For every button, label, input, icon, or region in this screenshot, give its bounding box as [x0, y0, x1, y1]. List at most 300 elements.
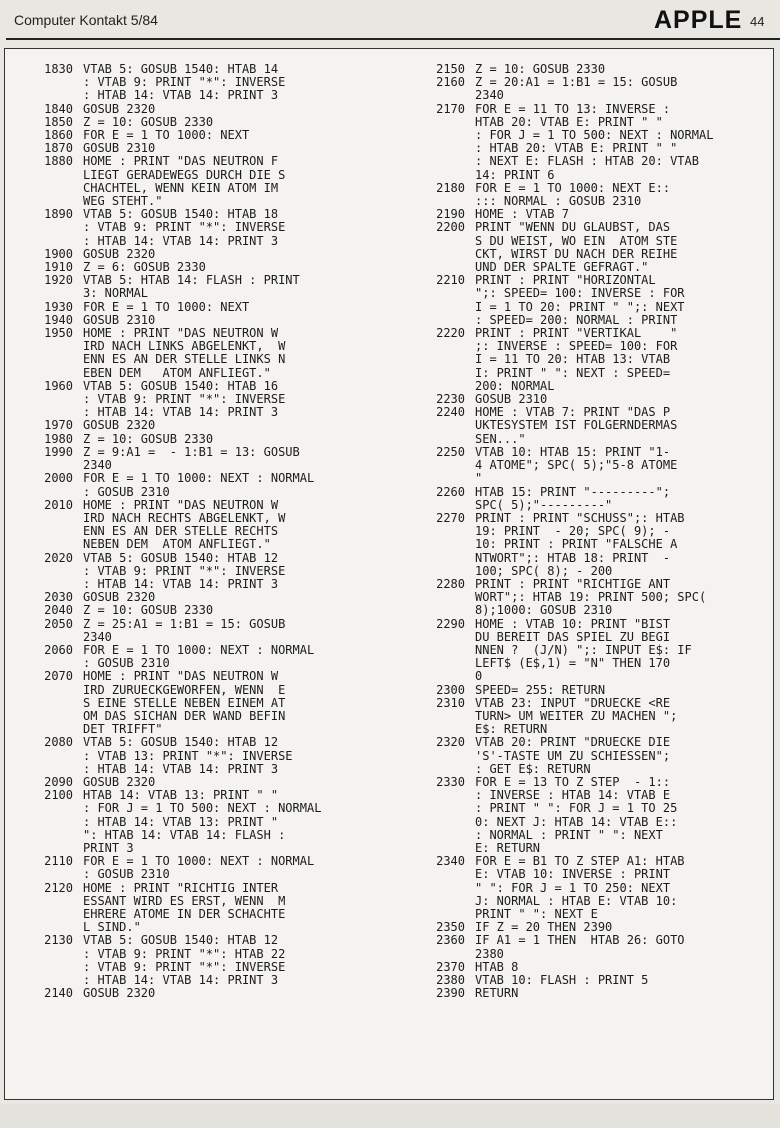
code-text: 0: [475, 669, 483, 684]
code-text: : HTAB 14: VTAB 14: PRINT 3: [83, 576, 279, 591]
listing-continuation: [413, 631, 769, 644]
code-text: 'S'-TASTE UM ZU SCHIESSEN";: [475, 748, 671, 763]
listing-continuation: [21, 750, 421, 763]
listing-continuation: [413, 657, 769, 670]
code-text: HOME : PRINT "DAS NEUTRON W: [83, 669, 279, 684]
listing-continuation: [21, 89, 421, 102]
line-number: [21, 512, 83, 525]
code-text: : HTAB 20: VTAB E: PRINT " ": [475, 141, 678, 156]
listing-continuation: [413, 868, 769, 881]
line-number: [413, 895, 475, 908]
line-number: [413, 882, 475, 895]
line-number: 1950: [44, 326, 73, 341]
line-number: [413, 604, 475, 617]
listing-continuation: [413, 763, 769, 776]
listing-continuation: [21, 182, 421, 195]
line-number: 1910: [44, 260, 73, 275]
code-text: PRINT " ": NEXT E: [475, 907, 598, 921]
code-text: ;: INVERSE : SPEED= 100: FOR: [475, 339, 678, 354]
code-text: : VTAB 9: PRINT "*": INVERSE: [83, 220, 286, 235]
code-text: : HTAB 14: VTAB 14: PRINT 3: [83, 761, 279, 776]
line-number: 2240: [436, 405, 465, 420]
listing-continuation: [21, 763, 421, 776]
code-text: VTAB 5: GOSUB 1540: HTAB 12: [83, 735, 279, 750]
code-text: PRINT : PRINT "VERTIKAL ": [475, 326, 678, 341]
listing-line: [413, 934, 769, 947]
code-text: : GOSUB 2310: [83, 867, 170, 882]
line-number: [413, 129, 475, 142]
line-number: [413, 789, 475, 802]
code-text: TURN> UM WEITER ZU MACHEN ";: [475, 708, 678, 723]
code-text: : GET E$: RETURN: [475, 761, 591, 776]
code-text: : GOSUB 2310: [83, 656, 170, 671]
line-number: 1970: [44, 418, 73, 433]
line-number: [21, 816, 83, 829]
code-text: VTAB 5: HTAB 14: FLASH : PRINT: [83, 273, 300, 288]
line-number: 1890: [44, 207, 73, 222]
code-text: IF A1 = 1 THEN HTAB 26: GOTO: [475, 933, 685, 948]
code-text: EBEN DEM ATOM ANFLIEGT.": [83, 365, 271, 380]
line-number: [21, 538, 83, 551]
code-text: PRINT 3: [83, 840, 134, 855]
code-text: : NORMAL : PRINT " ": NEXT: [475, 827, 663, 842]
code-text: : PRINT " ": FOR J = 1 TO 25: [475, 801, 678, 816]
code-text: EHRERE ATOME IN DER SCHACHTE: [83, 907, 286, 921]
line-number: 2280: [436, 576, 465, 591]
code-text: : HTAB 14: VTAB 14: PRINT 3: [83, 973, 279, 988]
listing-line: [21, 301, 421, 314]
line-number: [413, 657, 475, 670]
line-number: 1870: [44, 141, 73, 156]
listing-line: [21, 248, 421, 261]
listing-continuation: [21, 367, 421, 380]
listing-continuation: [413, 750, 769, 763]
code-text: : HTAB 14: VTAB 14: PRINT 3: [83, 88, 279, 103]
listing-continuation: [413, 604, 769, 617]
listing-continuation: [413, 710, 769, 723]
line-number: [21, 525, 83, 538]
listing-continuation: [21, 948, 421, 961]
line-number: [21, 340, 83, 353]
line-number: [21, 565, 83, 578]
listing-line: [413, 76, 769, 89]
code-text: S DU WEIST, WO EIN ATOM STE: [475, 233, 678, 248]
listing-continuation: [21, 684, 421, 697]
listing-continuation: [413, 829, 769, 842]
line-number: [413, 565, 475, 578]
line-number: [21, 367, 83, 380]
line-number: [413, 670, 475, 683]
code-text: J: NORMAL : HTAB E: VTAB 10:: [475, 893, 678, 908]
line-number: 2230: [436, 392, 465, 407]
listing-line: [413, 486, 769, 499]
listing-continuation: [413, 367, 769, 380]
listing-line: [21, 736, 421, 749]
code-text: : FOR J = 1 TO 500: NEXT : NORMAL: [83, 801, 322, 816]
code-text: Z = 10: GOSUB 2330: [475, 62, 606, 76]
code-text: OM DAS SICHAN DER WAND BEFIN: [83, 708, 286, 723]
listing-continuation: [21, 169, 421, 182]
code-text: I: PRINT " ": NEXT : SPEED=: [475, 365, 671, 380]
listing-line: [21, 987, 421, 1000]
line-number: [413, 710, 475, 723]
section-title: APPLE: [654, 6, 743, 34]
listing-line: [21, 618, 421, 631]
code-text: VTAB 20: PRINT "DRUECKE DIE: [475, 735, 671, 750]
code-text: UKTESYSTEM IST FOLGERNDERMAS: [475, 418, 678, 433]
listing-continuation: [413, 499, 769, 512]
line-number: 2300: [436, 682, 465, 697]
line-number: [413, 525, 475, 538]
line-number: [21, 868, 83, 881]
code-text: SPEED= 255: RETURN: [475, 682, 606, 697]
line-number: [413, 155, 475, 168]
line-number: 2200: [436, 220, 465, 235]
code-text: : INVERSE : HTAB 14: VTAB E: [475, 788, 671, 803]
line-number: [21, 763, 83, 776]
code-text: NEBEN DEM ATOM ANFLIEGT.": [83, 537, 271, 552]
code-text: PRINT : PRINT "SCHUSS";: HTAB: [475, 510, 685, 525]
code-text: GOSUB 2310: [83, 141, 156, 156]
line-number: 1940: [44, 312, 73, 327]
listing-line: [21, 274, 421, 287]
code-text: UND DER SPALTE GEFRAGT.": [475, 260, 649, 275]
code-text: : VTAB 9: PRINT "*": INVERSE: [83, 563, 286, 578]
code-text: DET TRIFFT": [83, 722, 163, 737]
line-number: [413, 631, 475, 644]
code-text: VTAB 5: GOSUB 1540: HTAB 14: [83, 62, 279, 76]
listing-line: [21, 552, 421, 565]
listing-continuation: [21, 829, 421, 842]
listing-line: [21, 472, 421, 485]
code-text: FOR E = 13 TO Z STEP - 1::: [475, 774, 671, 789]
line-number: [413, 459, 475, 472]
line-number: 1990: [44, 444, 73, 459]
listing-continuation: [21, 486, 421, 499]
code-text: ::: NORMAL : GOSUB 2310: [475, 194, 642, 209]
line-number: [21, 961, 83, 974]
line-number: [21, 802, 83, 815]
line-number: [413, 868, 475, 881]
listing-continuation: [413, 235, 769, 248]
page-bottom-margin: [0, 1104, 780, 1128]
listing-line: [413, 103, 769, 116]
code-text: LEFT$ (E$,1) = "N" THEN 170: [475, 656, 671, 671]
line-number: [413, 287, 475, 300]
code-text: 2340: [83, 458, 112, 473]
line-number: [413, 750, 475, 763]
line-number: [413, 763, 475, 776]
line-number: 2100: [44, 788, 73, 803]
code-text: " ": FOR J = 1 TO 250: NEXT: [475, 880, 671, 895]
line-number: [413, 142, 475, 155]
line-number: 2250: [436, 444, 465, 459]
listing-line: [21, 155, 421, 168]
line-number: [413, 552, 475, 565]
line-number: 2000: [44, 471, 73, 486]
listing-continuation: [413, 287, 769, 300]
code-text: IRD NACH LINKS ABGELENKT, W: [83, 339, 286, 354]
listing-line: [21, 855, 421, 868]
listing-line: [21, 103, 421, 116]
code-text: 4 ATOME"; SPC( 5);"5-8 ATOME: [475, 458, 678, 473]
listing-continuation: [21, 908, 421, 921]
line-number: 2210: [436, 273, 465, 288]
code-text: : VTAB 9: PRINT "*": INVERSE: [83, 392, 286, 407]
line-number: [21, 697, 83, 710]
line-number: 1850: [44, 114, 73, 129]
line-number: 1860: [44, 128, 73, 143]
line-number: [21, 182, 83, 195]
listing-line: [413, 736, 769, 749]
code-text: ": HTAB 14: VTAB 14: FLASH :: [83, 827, 286, 842]
line-number: [21, 908, 83, 921]
listing-continuation: [413, 459, 769, 472]
line-number: [21, 710, 83, 723]
code-text: E$: RETURN: [475, 722, 548, 737]
code-text: 2340: [83, 629, 112, 644]
code-text: 100; SPC( 8); - 200: [475, 563, 613, 578]
code-text: 14: PRINT 6: [475, 167, 555, 182]
basic-listing: [4, 48, 774, 1100]
line-number: 2220: [436, 326, 465, 341]
code-text: : GOSUB 2310: [83, 484, 170, 499]
code-text: 19: PRINT - 20; SPC( 9); -: [475, 524, 671, 539]
line-number: 1830: [44, 62, 73, 76]
code-text: : HTAB 14: VTAB 14: PRINT 3: [83, 233, 279, 248]
line-number: 2060: [44, 642, 73, 657]
line-number: [413, 802, 475, 815]
line-number: 1840: [44, 101, 73, 116]
code-text: GOSUB 2310: [475, 392, 548, 407]
line-number: [413, 538, 475, 551]
code-text: CHACHTEL, WENN KEIN ATOM IM: [83, 180, 279, 195]
line-number: [413, 116, 475, 129]
code-text: : VTAB 9: PRINT "*": INVERSE: [83, 75, 286, 90]
line-number: 2130: [44, 933, 73, 948]
line-number: 2330: [436, 774, 465, 789]
code-text: FOR E = 1 TO 1000: NEXT : NORMAL: [83, 471, 315, 486]
line-number: 2260: [436, 484, 465, 499]
line-number: [21, 76, 83, 89]
page-header: [0, 0, 780, 40]
code-text: 0: NEXT J: HTAB 14: VTAB E::: [475, 814, 678, 829]
line-number: 2080: [44, 735, 73, 750]
line-number: [413, 499, 475, 512]
code-text: L SIND.": [83, 920, 141, 935]
listing-continuation: [413, 948, 769, 961]
line-number: [413, 433, 475, 446]
magazine-title: Computer Kontakt 5/84: [14, 12, 158, 28]
line-number: [413, 816, 475, 829]
listing-continuation: [413, 380, 769, 393]
code-text: ESSANT WIRD ES ERST, WENN M: [83, 893, 286, 908]
line-number: [21, 486, 83, 499]
code-text: Z = 20:A1 = 1:B1 = 15: GOSUB: [475, 75, 678, 90]
code-text: VTAB 5: GOSUB 1540: HTAB 18: [83, 207, 279, 222]
code-text: Z = 25:A1 = 1:B1 = 15: GOSUB: [83, 616, 286, 631]
code-text: ";: SPEED= 100: INVERSE : FOR: [475, 286, 685, 301]
listing-column-left: [21, 63, 421, 1000]
line-number: [21, 750, 83, 763]
code-text: Z = 9:A1 = - 1:B1 = 13: GOSUB: [83, 444, 300, 459]
line-number: 2370: [436, 959, 465, 974]
code-text: WORT";: HTAB 19: PRINT 500; SPC(: [475, 590, 707, 605]
code-text: I = 11 TO 20: HTAB 13: VTAB: [475, 352, 671, 367]
listing-continuation: [413, 169, 769, 182]
listing-line: [21, 433, 421, 446]
listing-line: [413, 684, 769, 697]
listing-continuation: [21, 221, 421, 234]
listing-line: [21, 882, 421, 895]
line-number: 2160: [436, 75, 465, 90]
code-text: GOSUB 2320: [83, 418, 156, 433]
listing-continuation: [21, 974, 421, 987]
listing-continuation: [413, 670, 769, 683]
line-number: 1930: [44, 299, 73, 314]
line-number: [413, 89, 475, 102]
code-text: HTAB 14: VTAB 13: PRINT " ": [83, 788, 279, 803]
code-text: FOR E = 1 TO 1000: NEXT : NORMAL: [83, 642, 315, 657]
listing-continuation: [413, 565, 769, 578]
line-number: [21, 287, 83, 300]
line-number: 1920: [44, 273, 73, 288]
listing-continuation: [413, 433, 769, 446]
code-text: FOR E = 1 TO 1000: NEXT: [83, 128, 250, 143]
line-number: [21, 221, 83, 234]
line-number: [21, 89, 83, 102]
line-number: 2110: [44, 854, 73, 869]
line-number: [413, 235, 475, 248]
code-text: VTAB 10: HTAB 15: PRINT "1-: [475, 444, 671, 459]
code-text: FOR E = B1 TO Z STEP A1: HTAB: [475, 854, 685, 869]
code-text: HOME : VTAB 10: PRINT "BIST: [475, 616, 671, 631]
listing-continuation: [413, 89, 769, 102]
line-number: [21, 393, 83, 406]
line-number: 1900: [44, 246, 73, 261]
listing-continuation: [413, 802, 769, 815]
line-number: 2170: [436, 101, 465, 116]
listing-column-right: [413, 63, 769, 1000]
code-text: GOSUB 2320: [83, 774, 156, 789]
code-text: HTAB 15: PRINT "---------";: [475, 484, 671, 499]
line-number: [413, 591, 475, 604]
listing-line: [413, 618, 769, 631]
line-number: [21, 948, 83, 961]
line-number: [413, 472, 475, 485]
code-text: PRINT "WENN DU GLAUBST, DAS: [475, 220, 671, 235]
listing-continuation: [21, 697, 421, 710]
code-text: GOSUB 2320: [83, 986, 156, 1001]
line-number: [413, 644, 475, 657]
code-text: VTAB 23: INPUT "DRUECKE <RE: [475, 695, 671, 710]
line-number: 2290: [436, 616, 465, 631]
code-text: : SPEED= 200: NORMAL : PRINT: [475, 312, 678, 327]
line-number: [21, 684, 83, 697]
listing-line: [21, 446, 421, 459]
code-text: : HTAB 14: VTAB 13: PRINT ": [83, 814, 279, 829]
code-text: : FOR J = 1 TO 500: NEXT : NORMAL: [475, 128, 714, 143]
code-text: IRD ZURUECKGEWORFEN, WENN E: [83, 682, 286, 697]
listing-continuation: [21, 538, 421, 551]
listing-continuation: [413, 195, 769, 208]
listing-continuation: [21, 287, 421, 300]
listing-line: [21, 499, 421, 512]
listing-continuation: [413, 538, 769, 551]
code-text: CKT, WIRST DU NACH DER REIHE: [475, 246, 678, 261]
code-text: FOR E = 1 TO 1000: NEXT E::: [475, 180, 671, 195]
code-text: FOR E = 1 TO 1000: NEXT : NORMAL: [83, 854, 315, 869]
listing-line: [21, 591, 421, 604]
code-text: 200: NORMAL: [475, 378, 555, 393]
code-text: GOSUB 2320: [83, 101, 156, 116]
listing-continuation: [21, 816, 421, 829]
line-number: [21, 829, 83, 842]
code-text: HOME : VTAB 7: PRINT "DAS P: [475, 405, 671, 420]
line-number: 2090: [44, 774, 73, 789]
listing-continuation: [21, 710, 421, 723]
line-number: [21, 353, 83, 366]
line-number: 2150: [436, 62, 465, 76]
code-text: VTAB 5: GOSUB 1540: HTAB 12: [83, 550, 279, 565]
line-number: [413, 367, 475, 380]
code-text: NNEN ? (J/N) ";: INPUT E$: IF: [475, 642, 692, 657]
line-number: [413, 419, 475, 432]
listing-continuation: [21, 565, 421, 578]
code-text: 2380: [475, 946, 504, 961]
code-text: ": [475, 471, 483, 486]
line-number: 2010: [44, 497, 73, 512]
code-text: Z = 10: GOSUB 2330: [83, 114, 214, 129]
line-number: 1960: [44, 378, 73, 393]
code-text: : VTAB 9: PRINT "*": INVERSE: [83, 959, 286, 974]
listing-continuation: [21, 631, 421, 644]
code-text: WEG STEHT.": [83, 194, 163, 209]
line-number: [21, 631, 83, 644]
listing-continuation: [413, 816, 769, 829]
line-number: 1880: [44, 154, 73, 169]
listing-line: [413, 221, 769, 234]
code-text: HOME : PRINT "RICHTIG INTER: [83, 880, 279, 895]
code-text: I = 1 TO 20: PRINT " ";: NEXT: [475, 299, 685, 314]
code-text: VTAB 5: GOSUB 1540: HTAB 12: [83, 933, 279, 948]
line-number: 2140: [44, 986, 73, 1001]
code-text: : NEXT E: FLASH : HTAB 20: VTAB: [475, 154, 699, 169]
code-text: VTAB 10: FLASH : PRINT 5: [475, 973, 649, 988]
line-number: [413, 169, 475, 182]
code-text: GOSUB 2320: [83, 590, 156, 605]
line-number: [21, 235, 83, 248]
line-number: [21, 169, 83, 182]
code-text: IF Z = 20 THEN 2390: [475, 920, 613, 935]
code-text: GOSUB 2310: [83, 312, 156, 327]
line-number: 2390: [436, 986, 465, 1001]
code-text: HOME : PRINT "DAS NEUTRON F: [83, 154, 279, 169]
listing-line: [413, 697, 769, 710]
code-text: IRD NACH RECHTS ABGELENKT, W: [83, 510, 286, 525]
code-text: NTWORT";: HTAB 18: PRINT -: [475, 550, 671, 565]
listing-continuation: [21, 802, 421, 815]
code-text: LIEGT GERADEWEGS DURCH DIE S: [83, 167, 286, 182]
code-text: : VTAB 13: PRINT "*": INVERSE: [83, 748, 293, 763]
line-number: 2030: [44, 590, 73, 605]
listing-continuation: [413, 301, 769, 314]
header-rule: [6, 38, 780, 40]
code-text: 8);1000: GOSUB 2310: [475, 603, 613, 618]
code-text: 10: PRINT : PRINT "FALSCHE A: [475, 537, 678, 552]
line-number: 2020: [44, 550, 73, 565]
code-text: PRINT : PRINT "RICHTIGE ANT: [475, 576, 671, 591]
